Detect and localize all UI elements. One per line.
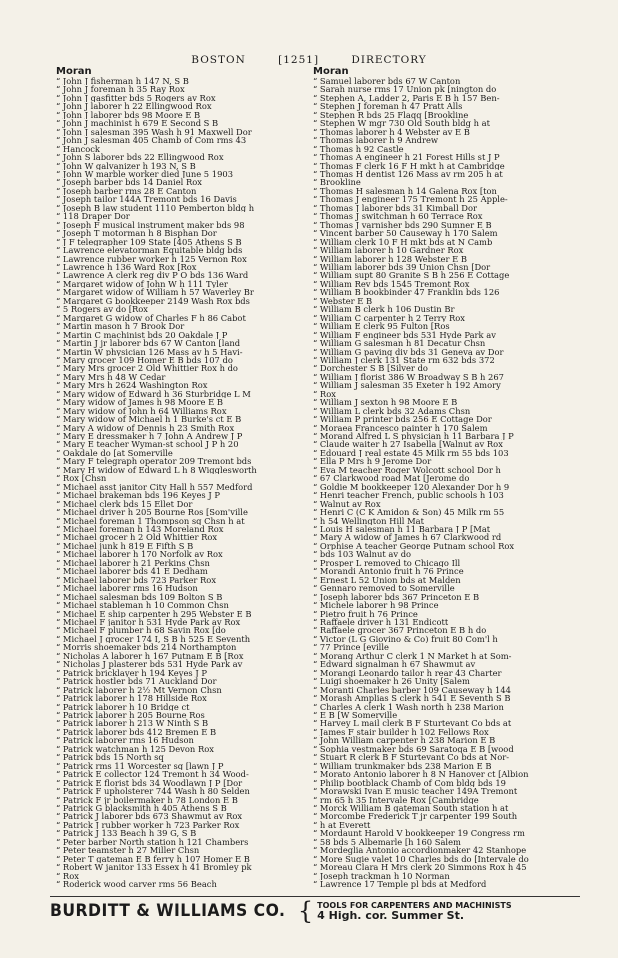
directory-entry: “ Walnut av Rox [313, 500, 563, 508]
directory-entry: “ Michael E ship carpenter h 295 Webster E B [56, 610, 306, 618]
directory-entry: “ William J salesman 35 Exeter h 192 Amory [313, 381, 563, 389]
directory-entry: “ Oakdale do [at Somerville [56, 449, 306, 457]
directory-entry: “ Harvey L mail clerk B F Sturtevant Co bds at [313, 719, 563, 727]
directory-entry: “ Michael laborer rms 16 Hudson [56, 584, 306, 592]
directory-entry: “ Joseph barber rms 28 E Canton [56, 187, 306, 195]
header-page-number: [1251] [278, 54, 320, 66]
directory-entry: “ Nicholas J plasterer bds 531 Hyde Park av [56, 660, 306, 668]
directory-entry: “ William E clerk 95 Fulton [Ros [313, 322, 563, 330]
tagline-address: 4 High. cor. Summer St. [317, 909, 465, 922]
directory-entry: “ Henri teacher French, public schools h 103 [313, 491, 563, 499]
directory-entry: “ William P printer bds 256 E Cottage Dor [313, 415, 563, 423]
directory-entry: “ William clerk 10 F H mkt bds at N Camb [313, 238, 563, 246]
directory-entry: “ Roderick wood carver rms 56 Beach [56, 880, 306, 888]
directory-entry: “ John W marble worker died June 5 1903 [56, 170, 306, 178]
directory-entry: “ Joseph barber bds 14 Daniel Rox [56, 178, 306, 186]
directory-entry: “ Patrick laborer h 205 Bourne Ros [56, 711, 306, 719]
advertiser-name: BURDITT & WILLIAMS CO. [50, 901, 286, 921]
directory-entry: “ William J clerk 131 State rm 632 bds 372 [313, 356, 563, 364]
directory-entry: “ Stephen A, Ladder 2, Paris E B h 157 Ben- [313, 94, 563, 102]
brace-ornament: { [297, 897, 314, 925]
directory-entry: “ John S laborer bds 22 Ellingwood Rox [56, 153, 306, 161]
directory-entry: “ Patrick laborer bds 412 Bremen E B [56, 728, 306, 736]
directory-entry: “ William L clerk bds 32 Adams Chsn [313, 407, 563, 415]
directory-entry: “ Thomas F clerk 16 F H mkt h at Cambridge [313, 162, 563, 170]
directory-entry: “ Michael F plumber h 68 Savin Rox [do [56, 626, 306, 634]
directory-entry: “ Michael laborer bds 723 Parker Rox [56, 576, 306, 584]
directory-entry: “ Morash Amplias S clerk h 541 E Seventh S B [313, 694, 563, 702]
directory-entry: “ Thomas J switchman h 60 Terrace Rox [313, 212, 563, 220]
directory-entry: “ Peter T gateman E B ferry h 107 Homer E B [56, 855, 306, 863]
directory-entry: “ Moranti Charles barber 109 Causeway h 144 [313, 686, 563, 694]
directory-entry: “ Patrick J laborer bds 673 Shawmut av Rox [56, 812, 306, 820]
directory-entry: “ Ernest L 52 Union bds at Malden [313, 576, 563, 584]
directory-entry: “ John J salesman 395 Wash h 91 Maxwell Dor [56, 128, 306, 136]
column-heading: Moran [313, 66, 349, 77]
directory-entry: “ Thomas J engineer 175 Tremont h 25 Apple- [313, 195, 563, 203]
directory-entry: “ Patrick F jr boilermaker h 78 London E B [56, 796, 306, 804]
directory-entry: “ Victor (L G Giovino & Co) fruit 80 Com'l h [313, 635, 563, 643]
directory-entry: “ John J salesman 405 Chamb of Com rms 43 [56, 136, 306, 144]
header-city: BOSTON [191, 54, 246, 66]
directory-entry: “ Rox [56, 872, 306, 880]
directory-entry: “ 77 Prince [eville [313, 643, 563, 651]
directory-entry: “ Morang Arthur C clerk 1 N Market h at Som- [313, 652, 563, 660]
directory-entry: “ Patrick bds 15 North sq [56, 753, 306, 761]
directory-entry: “ Michael driver h 205 Bourne Ros [Som'ville [56, 508, 306, 516]
directory-entry: “ Louis H salesman h 11 Barbara J P [Mat [313, 525, 563, 533]
directory-entry: “ J F telegrapher 109 State [405 Athens S B [56, 238, 306, 246]
footer-rule [50, 896, 580, 897]
directory-entry: “ Mary A widow of Dennis h 23 Smith Rox [56, 424, 306, 432]
directory-entry: “ Michael laborer h 21 Perkins Chsn [56, 559, 306, 567]
directory-entry: “ Mary E teacher Wyman-st school J P h 20 [56, 440, 306, 448]
directory-entry: “ Mary A widow of James h 67 Clarkwood rd [313, 533, 563, 541]
directory-entry: “ Thomas h 92 Castle [313, 145, 563, 153]
directory-entry: “ 5 Rogers av do [Rox [56, 305, 306, 313]
directory-entry: “ John J gasfitter bds 5 Rogers av Rox [56, 94, 306, 102]
directory-entry: “ Lawrence h 136 Ward Rox [Rox [56, 263, 306, 271]
directory-entry: “ Stuart R clerk B F Sturtevant Co bds at Nor- [313, 753, 563, 761]
directory-entry: “ Mary widow of Michael h 1 Burke's ct E B [56, 415, 306, 423]
directory-entry: “ Mary Mrs grocer 2 Old Whittier Rox h do [56, 364, 306, 372]
directory-entry: “ h 54 Wellington Hill Mat [313, 517, 563, 525]
right-column [313, 66, 563, 889]
directory-entry: “ Dorchester S B [Silver do [313, 364, 563, 372]
directory-entry: “ John J fisherman h 147 N, S B [56, 77, 306, 85]
directory-entry: “ William Rev bds 1545 Tremont Rox [313, 280, 563, 288]
directory-entry: “ Michael foreman 1 Thompson sq Chsn h at [56, 517, 306, 525]
directory-entry: “ William F engineer bds 531 Hyde Park av [313, 331, 563, 339]
directory-entry: “ Henri C (C K Amidon & Son) 45 Milk rm 55 [313, 508, 563, 516]
directory-entry: “ John J laborer bds 98 Moore E B [56, 111, 306, 119]
directory-entry: “ William B clerk h 106 Dustin Br [313, 305, 563, 313]
tagline-products: TOOLS FOR CARPENTERS AND MACHINISTS [317, 901, 512, 910]
directory-entry: “ Patrick rms 11 Worcester sq [lawn J P [56, 762, 306, 770]
directory-entry: “ Michael laborer h 170 Norfolk av Rox [56, 550, 306, 558]
directory-entry: “ William trunkmaker bds 238 Marion E B [313, 762, 563, 770]
directory-entry: “ John J laborer h 22 Ellingwood Rox [56, 102, 306, 110]
directory-entry: “ Peter barber North station h 121 Chambers [56, 838, 306, 846]
directory-entry: “ Michael stableman h 10 Common Chsn [56, 601, 306, 609]
directory-entry: “ Mary widow of James h 98 Moore E B [56, 398, 306, 406]
directory-entry: “ William laborer bds 39 Union Chsn [Dor [313, 263, 563, 271]
directory-entry: “ William laborer h 10 Gardner Rox [313, 246, 563, 254]
directory-entry: “ Michael brakeman bds 196 Keyes J P [56, 491, 306, 499]
directory-entry: “ Hancock [56, 145, 306, 153]
directory-entry: “ Robert W janitor 133 Essex h 41 Bromley pk [56, 863, 306, 871]
directory-entry: “ Michael foreman h 143 Moreland Rox [56, 525, 306, 533]
directory-entry: “ Mary E dressmaker h 7 John A Andrew J P [56, 432, 306, 440]
directory-entry: “ John J machinist h 679 E Second S B [56, 119, 306, 127]
directory-entry: “ Patrick E florist bds 34 Woodlawn J P [Dor [56, 779, 306, 787]
directory-entry: “ Mary Mrs h 2624 Washington Rox [56, 381, 306, 389]
directory-entry: “ Orphise A teacher George Putnam school Rox [313, 542, 563, 550]
directory-entry: “ Mary widow of Edward h 36 Sturbridge L M [56, 390, 306, 398]
directory-entry: “ Nicholas A laborer h 167 Putnam E B [Rox [56, 652, 306, 660]
directory-entry: “ Charles A clerk 1 Wash north h 238 Marion [313, 703, 563, 711]
directory-entry: “ Pietro fruit h 76 Prince [313, 610, 563, 618]
directory-entry: “ William C carpenter h 2 Terry Rox [313, 314, 563, 322]
directory-entry: “ Mary widow of John h 64 Williams Rox [56, 407, 306, 415]
directory-entry: “ Lawrence A clerk reg div P O bds 136 Ward [56, 271, 306, 279]
directory-entry: “ Stephen J foreman h 47 Pratt Alls [313, 102, 563, 110]
directory-entry: “ Michele laborer h 98 Prince [313, 601, 563, 609]
directory-entry: “ Morand Alfred L S physician h 11 Barbara J P [313, 432, 563, 440]
directory-entry: “ Sarah nurse rms 17 Union pk [nington do [313, 85, 563, 93]
directory-entry: “ Mary H widow of Edward L h 8 Wigglesworth [56, 466, 306, 474]
directory-entry: “ Edouard J real estate 45 Milk rm 55 bds 103 [313, 449, 563, 457]
directory-entry: “ Joseph T motorman h 8 Bisphan Dor [56, 229, 306, 237]
directory-entry: “ Michael clerk bds 15 Ellet Dor [56, 500, 306, 508]
directory-entry: “ Michael grocer h 2 Old Whittier Rox [56, 533, 306, 541]
directory-entry: “ Patrick laborer rms 16 Hudson [56, 736, 306, 744]
directory-entry: “ Michael laborer bds 41 E Dedham [56, 567, 306, 575]
directory-entry: “ Moraea Francesco painter h 170 Salem [313, 424, 563, 432]
directory-entry: “ Stephen W mgr 730 Old South bldg h at [313, 119, 563, 127]
directory-entry: “ 58 bds 5 Albemarle [h 160 Salem [313, 838, 563, 846]
directory-entry: “ Morandi Antonio fruit h 76 Prince [313, 567, 563, 575]
directory-entry: “ Rox [313, 390, 563, 398]
directory-entry: “ Margaret widow of William h 57 Waverley Br [56, 288, 306, 296]
directory-entry: “ Thomas laborer h 9 Andrew [313, 136, 563, 144]
directory-entry: “ Samuel laborer bds 67 W Canton [313, 77, 563, 85]
directory-entry: “ Mary F telegraph operator 209 Tremont bds [56, 457, 306, 465]
directory-entry: “ Claude waiter h 27 Isabella [Walnut av Rox [313, 440, 563, 448]
directory-entry: “ Ella P Mrs h 9 Jerome Dor [313, 457, 563, 465]
directory-entry: “ Webster E B [313, 297, 563, 305]
directory-entry: “ Mary grocer 109 Homer E B bds 107 do [56, 356, 306, 364]
directory-entry: “ William G salesman h 81 Decatur Chsn [313, 339, 563, 347]
directory-entry: “ Margaret G bookkeeper 2149 Wash Rox bds [56, 297, 306, 305]
directory-entry: “ Morawski Ivan E music teacher 149A Tremont [313, 787, 563, 795]
directory-entry: “ William J sexton h 98 Moore E B [313, 398, 563, 406]
directory-entry: “ Raffaele driver h 131 Endicott [313, 618, 563, 626]
directory-entry: “ Morato Antonio laborer h 8 N Hanover ct [Albion [313, 770, 563, 778]
directory-entry: “ William B bookbinder 47 Franklin bds 126 [313, 288, 563, 296]
directory-entry: “ Martin C machinist bds 20 Oakdale J P [56, 331, 306, 339]
directory-entry: “ William G paving div bds 31 Geneva av Dor [313, 348, 563, 356]
directory-entry: “ William laborer h 128 Webster E B [313, 255, 563, 263]
directory-entry: “ Luigi shoemaker h 26 Unity [Salem [313, 677, 563, 685]
directory-entry: “ More Sugie valet 10 Charles bds do [Intervale do [313, 855, 563, 863]
directory-entry: “ Morangi Leonardo tailor h rear 43 Charter [313, 669, 563, 677]
directory-entry: “ bds 103 Walnut av do [313, 550, 563, 558]
directory-entry: “ Patrick laborer h 2½ Mt Vernon Chsn [56, 686, 306, 694]
directory-entry: “ Mordeglia Antonio accordionmaker 42 Stanhope [313, 846, 563, 854]
directory-entry: “ rm 65 h 35 Intervale Rox [Cambridge [313, 796, 563, 804]
advertisement-footer [50, 897, 580, 925]
column-heading: Moran [56, 66, 92, 77]
directory-entry: “ Peter teamster h 27 Miller Chsn [56, 846, 306, 854]
directory-entry: “ William supt 80 Granite S B h 256 E Cottage [313, 271, 563, 279]
directory-entry: “ Patrick G blacksmith h 405 Athens S B [56, 804, 306, 812]
directory-entry: “ Philip bootblack Chamb of Com bldg bds 19 [313, 779, 563, 787]
directory-entry: “ Patrick F upholsterer 744 Wash h 80 Selden [56, 787, 306, 795]
directory-entry: “ Michael junk h 819 E Fifth S B [56, 542, 306, 550]
directory-entry: “ Patrick bricklayer h 194 Keyes J P [56, 669, 306, 677]
directory-entry: “ Lawrence elevatorman Equitable bldg bds [56, 246, 306, 254]
directory-entry: “ Michael asst janitor City Hall h 557 Medford [56, 483, 306, 491]
directory-entry: “ 118 Draper Dor [56, 212, 306, 220]
directory-entry: “ Raffaele grocer 367 Princeton E B h do [313, 626, 563, 634]
directory-entry: “ William J florist 386 W Broadway S B h 267 [313, 373, 563, 381]
directory-entry: “ Margaret G widow of Charles F h 86 Cabot [56, 314, 306, 322]
directory-entry: “ Thomas J laborer bds 31 Kimball Dor [313, 204, 563, 212]
directory-entry: “ Gennaro removed to Somerville [313, 584, 563, 592]
directory-entry: “ Joseph F musical instrument maker bds 98 [56, 221, 306, 229]
directory-entry: “ 67 Clarkwood road Mat [Jerome do [313, 474, 563, 482]
directory-entry: “ E B [W Somerville [313, 711, 563, 719]
directory-entry: “ Brookline [313, 178, 563, 186]
directory-entry: “ Patrick laborer h 10 Bridge ct [56, 703, 306, 711]
directory-entry: “ Thomas laborer h 4 Webster av E B [313, 128, 563, 136]
directory-entry: “ John William carpenter h 238 Marion E B [313, 736, 563, 744]
directory-entry: “ Patrick J 133 Beach h 39 G, S B [56, 829, 306, 837]
directory-entry: “ Mordaunt Harold V bookkeeper 19 Congress rm [313, 829, 563, 837]
directory-entry: “ John J foreman h 35 Ray Rox [56, 85, 306, 93]
directory-entry: “ Michael J grocer 174 I, S B h 525 E Seventh [56, 635, 306, 643]
directory-entry: “ Patrick hostler bds 71 Auckland Dor [56, 677, 306, 685]
directory-entry: “ Goldie M bookkeeper 120 Alexander Dor h 9 [313, 483, 563, 491]
directory-entry: “ Joseph tailor 144A Tremont bds 16 Davis [56, 195, 306, 203]
directory-entry: “ Patrick laborer h 178 Hillside Rox [56, 694, 306, 702]
directory-entry: “ Martin mason h 7 Brook Dor [56, 322, 306, 330]
directory-entry: “ Eva M teacher Roger Wolcott school Dor h [313, 466, 563, 474]
directory-entry: “ Patrick laborer h 213 W Ninth S B [56, 719, 306, 727]
directory-entry: “ Prosper L removed to Chicago Ill [313, 559, 563, 567]
directory-entry: “ h at Everett [313, 821, 563, 829]
directory-entry: “ Martin J jr laborer bds 67 W Canton [land [56, 339, 306, 347]
directory-entry: “ Patrick watchman h 125 Devon Rox [56, 745, 306, 753]
directory-entry: “ Joseph laborer bds 367 Princeton E B [313, 593, 563, 601]
directory-entry: “ Mary Mrs h 48 W Cedar [56, 373, 306, 381]
directory-entry: “ Stephen R bds 25 Flagg [Brookline [313, 111, 563, 119]
header-title: DIRECTORY [351, 54, 427, 66]
directory-entry: “ Thomas H dentist 126 Mass av rm 205 h at [313, 170, 563, 178]
directory-entry: “ Morcombe Frederick T jr carpenter 199 South [313, 812, 563, 820]
directory-entry: “ Lawrence 17 Temple pl bds at Medford [313, 880, 563, 888]
directory-entry: “ Morck William B gateman South station h at [313, 804, 563, 812]
page-header [0, 54, 618, 66]
directory-entry: “ Michael salesman bds 109 Bolton S B [56, 593, 306, 601]
directory-entry: “ Thomas A engineer h 21 Forest Hills st J P [313, 153, 563, 161]
directory-entry: “ Morris shoemaker bds 214 Northampton [56, 643, 306, 651]
directory-entry: “ James F stair builder h 102 Fellows Rox [313, 728, 563, 736]
directory-entry: “ Joseph trackman h 10 Norman [313, 872, 563, 880]
directory-entry: “ Margaret widow of John W h 111 Tyler [56, 280, 306, 288]
directory-entry: “ Patrick J rubber worker h 723 Parker Rox [56, 821, 306, 829]
directory-entry: “ Lawrence rubber worker h 125 Vernon Rox [56, 255, 306, 263]
directory-entry: “ Sophia vestmaker bds 69 Saratoga E B [wood [313, 745, 563, 753]
directory-entry: “ Edward signalman h 67 Shawmut av [313, 660, 563, 668]
directory-entry: “ Joseph B law student 1110 Pemberton bldg h [56, 204, 306, 212]
advertiser-tagline [317, 901, 511, 921]
directory-entry: “ Vincent barber 50 Causeway h 170 Salem [313, 229, 563, 237]
directory-entry: “ Thomas H salesman h 14 Galena Rox [ton [313, 187, 563, 195]
directory-entry: “ Rox [Chsn [56, 474, 306, 482]
directory-entry: “ Patrick E collector 124 Tremont h 34 Wood- [56, 770, 306, 778]
left-column [56, 66, 306, 889]
directory-entry: “ Moreau Clara H Mrs clerk 20 Simmons Rox h 45 [313, 863, 563, 871]
directory-entry: “ John W galvanizer h 193 N, S B [56, 162, 306, 170]
directory-entry: “ Martin W physician 126 Mass av h 5 Havi- [56, 348, 306, 356]
directory-entry: “ Thomas J varnisher bds 290 Sumner E B [313, 221, 563, 229]
directory-entry: “ Michael F janitor h 531 Hyde Park av Rox [56, 618, 306, 626]
